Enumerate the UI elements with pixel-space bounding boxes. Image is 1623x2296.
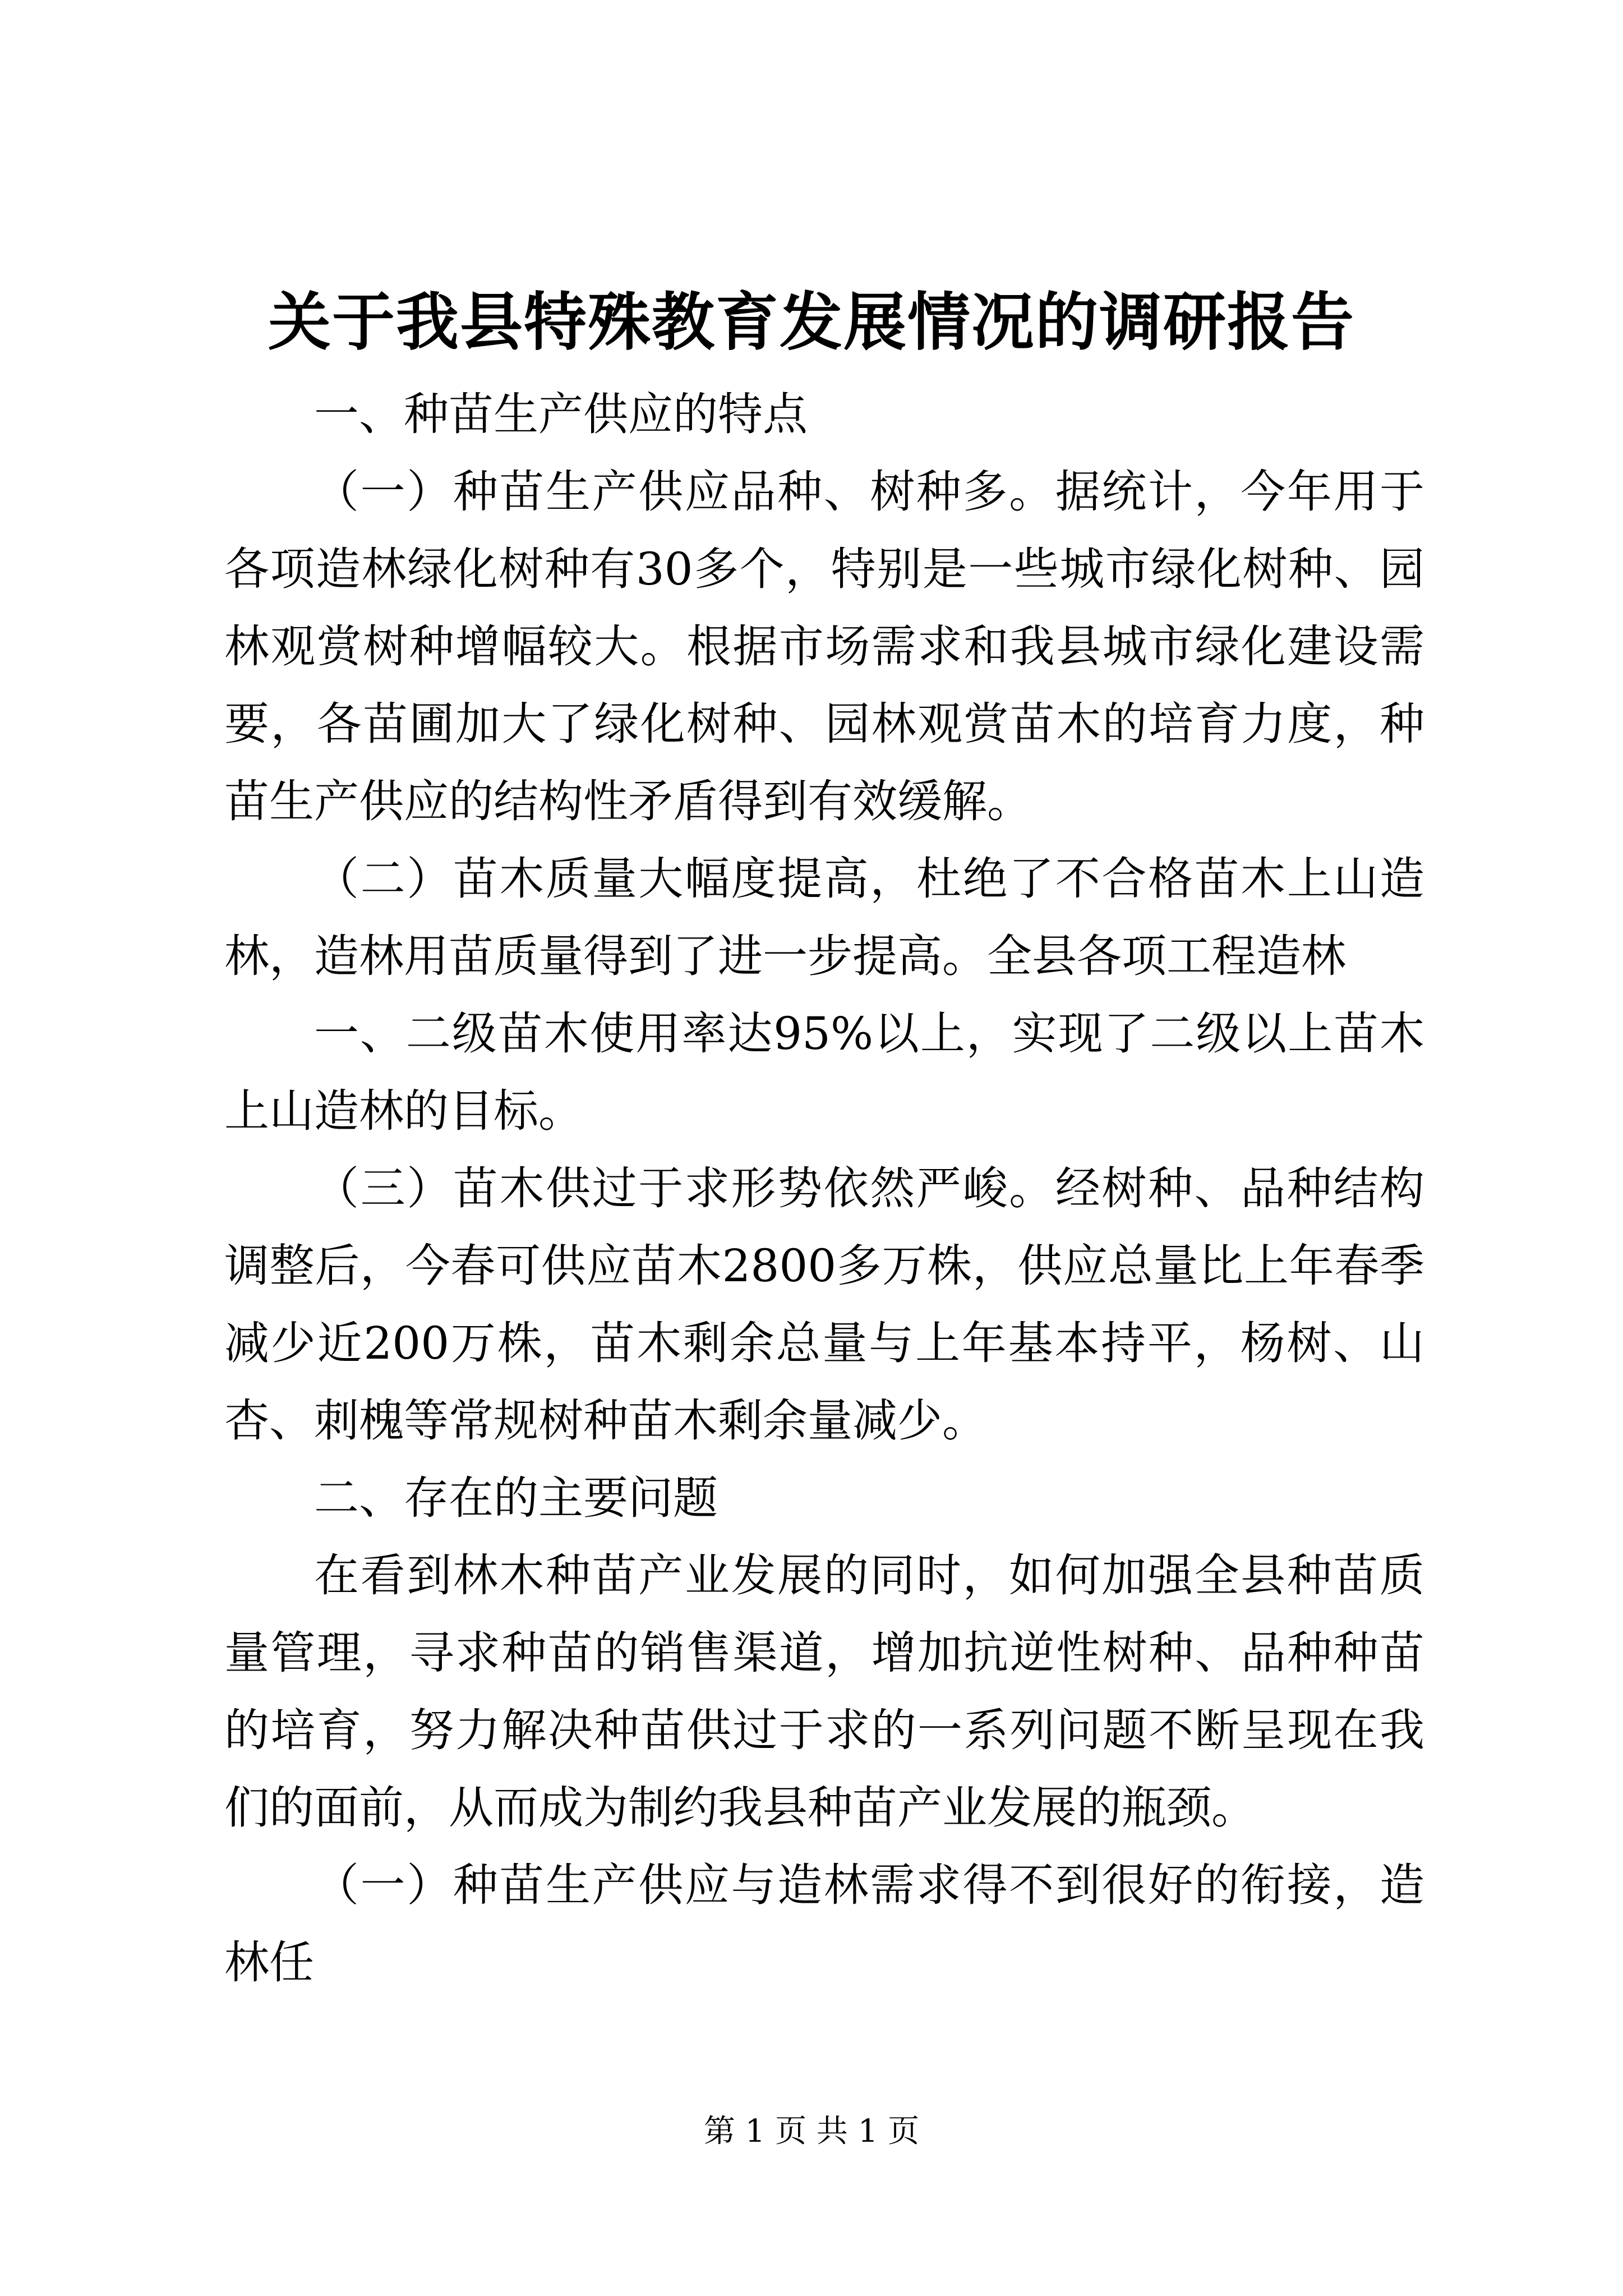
paragraph: （二）苗木质量大幅度提高，杜绝了不合格苗木上山造林，造林用苗质量得到了进一步提高。全县各项工程造林 (224, 853, 1424, 982)
section-heading-2: 二、存在的主要问题 (314, 1472, 718, 1524)
paragraph: 一、二级苗木使用率达95%以上，实现了二级以上苗木上山造林的目标。 (224, 1007, 1424, 1137)
paragraph: （一）种苗生产供应与造林需求得不到很好的衔接，造林任 (224, 1859, 1424, 1989)
paragraph: （一）种苗生产供应品种、树种多。据统计，今年用于各项造林绿化树种有30多个，特别是一些城市绿化树种、园林观赏树种增幅较大。根据市场需求和我县城市绿化建设需要，各苗圃加大了绿化树种、园林观赏苗木的培育力度，种苗生产供应的结构性矛盾得到有效缓解。 (224, 466, 1424, 827)
page-footer: 第 1 页 共 1 页 (703, 2113, 920, 2150)
paragraph: （三）苗木供过于求形势依然严峻。经树种、品种结构调整后，今春可供应苗木2800多万株，供应总量比上年春季减少近200万株，苗木剩余总量与上年基本持平，杨树、山杏、刺槐等常规树种苗木剩余量减少。 (224, 1162, 1424, 1447)
document-body (224, 376, 1424, 2001)
document-title: 关于我县特殊教育发展情况的调研报告 (268, 286, 1355, 359)
section-heading-1: 一、种苗生产供应的特点 (314, 388, 808, 440)
paragraph: 在看到林木种苗产业发展的同时，如何加强全县种苗质量管理，寻求种苗的销售渠道，增加抗逆性树种、品种种苗的培育，努力解决种苗供过于求的一系列问题不断呈现在我们的面前，从而成为制约我县种苗产业发展的瓶颈。 (224, 1549, 1424, 1834)
